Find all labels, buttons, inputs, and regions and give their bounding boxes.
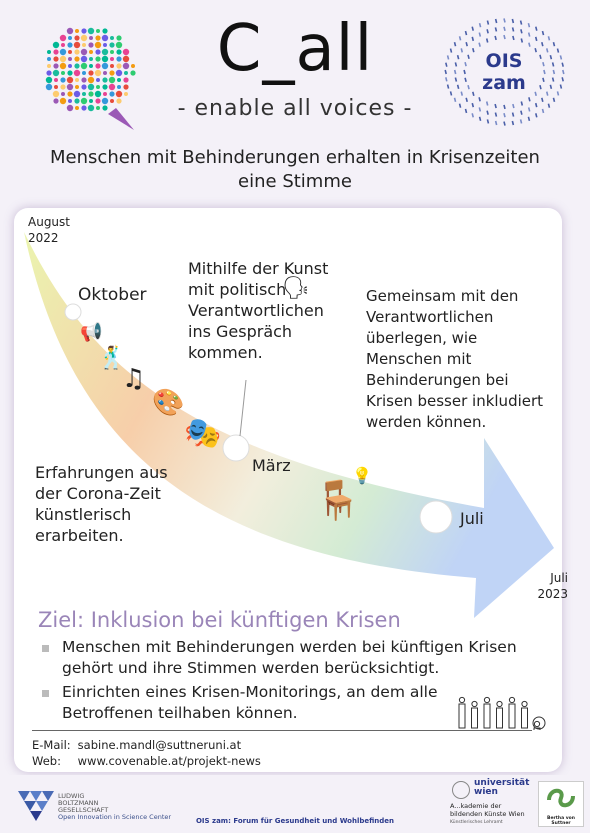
uni-wien-line2: wien	[474, 787, 498, 797]
web-label: Web:	[32, 754, 61, 768]
uni-seal-icon	[452, 781, 470, 799]
suttner-logo	[538, 781, 584, 827]
musician-icon: 🕺	[98, 346, 126, 371]
lbg-sub: Open Innovation in Science Center	[58, 813, 172, 821]
headline: Menschen mit Behinderungen erhalten in Krisenzeiten eine Stimme	[50, 147, 540, 192]
meeting-table-icon: 🪑	[314, 478, 362, 522]
timeline-oktober: Oktober	[78, 285, 147, 305]
lightbulb-icon: 💡	[352, 466, 372, 485]
akademie-sub: Künstlerisches Lehramt	[450, 820, 503, 825]
contact-block	[32, 730, 532, 769]
timeline-juli: Juli	[460, 509, 484, 528]
akademie-name: A...kademie der bildenden Künste Wien	[450, 802, 525, 818]
lbg-logo-icon	[18, 791, 54, 821]
suttner-mark-icon	[539, 782, 583, 812]
page-subtitle: - enable all voices -	[177, 96, 413, 121]
milestone-juli	[420, 501, 452, 533]
ois-logo-line1: OIS	[485, 50, 523, 72]
goal-bullet-2: Einrichten eines Krisen-Monitorings, an dem alle Betroffenen teilhaben können.	[38, 682, 538, 724]
milestone-maerz	[223, 435, 249, 461]
milestone-oktober	[65, 304, 81, 320]
lbg-line1: LUDWIG	[58, 792, 85, 800]
page-title: C_all	[216, 12, 374, 86]
uni-wien-line1: universität	[474, 778, 530, 788]
diverse-people-icon	[456, 696, 551, 730]
suttner-name: Bertha von Suttner	[547, 816, 575, 826]
megaphone-icon: 📢	[80, 322, 103, 343]
lbg-line2: BOLTZMANN	[58, 799, 99, 807]
music-notes-icon: ♫	[122, 364, 146, 394]
email-link[interactable]: sabine.mandl@suttneruni.at	[77, 738, 242, 752]
timeline-start-label: August 2022	[28, 215, 70, 245]
email-label: E-Mail:	[32, 738, 71, 752]
presentation-icon: 🗣	[282, 276, 310, 301]
lbg-line3: GESELLSCHAFT	[58, 806, 109, 814]
ois-logo-line2: zam	[482, 72, 526, 94]
web-link[interactable]: www.covenable.at/projekt-news	[77, 754, 261, 768]
timeline-end-label: Juli 2023	[537, 571, 568, 601]
footer	[0, 775, 590, 833]
footer-center-text: OIS zam: Forum für Gesundheit und Wohlbefinden	[195, 817, 395, 825]
ois-zam-logo	[440, 10, 568, 130]
gemeinsam-text: Gemeinsam mit den Verantwortlichen überlegen, wie Menschen mit Behinderungen bei Krisen besser inkludiert werden können.	[366, 287, 544, 431]
goal-bullet-1: Menschen mit Behinderungen werden bei künftigen Krisen gehört und ihre Stimmen werden berücksichtigt.	[38, 637, 538, 679]
timeline-maerz: März	[252, 456, 291, 475]
kunst-text: Mithilfe der Kunst mit politisch Verantwortlichen ins Gespräch kommen.	[188, 259, 329, 362]
goal-heading: Ziel: Inklusion bei künftigen Krisen	[38, 608, 401, 632]
theater-masks-icon: 🎭	[184, 416, 222, 451]
erfahrungen-text: Erfahrungen aus der Corona-Zeit künstlerisch erarbeiten.	[35, 463, 168, 545]
painter-icon: 🎨	[152, 388, 185, 418]
